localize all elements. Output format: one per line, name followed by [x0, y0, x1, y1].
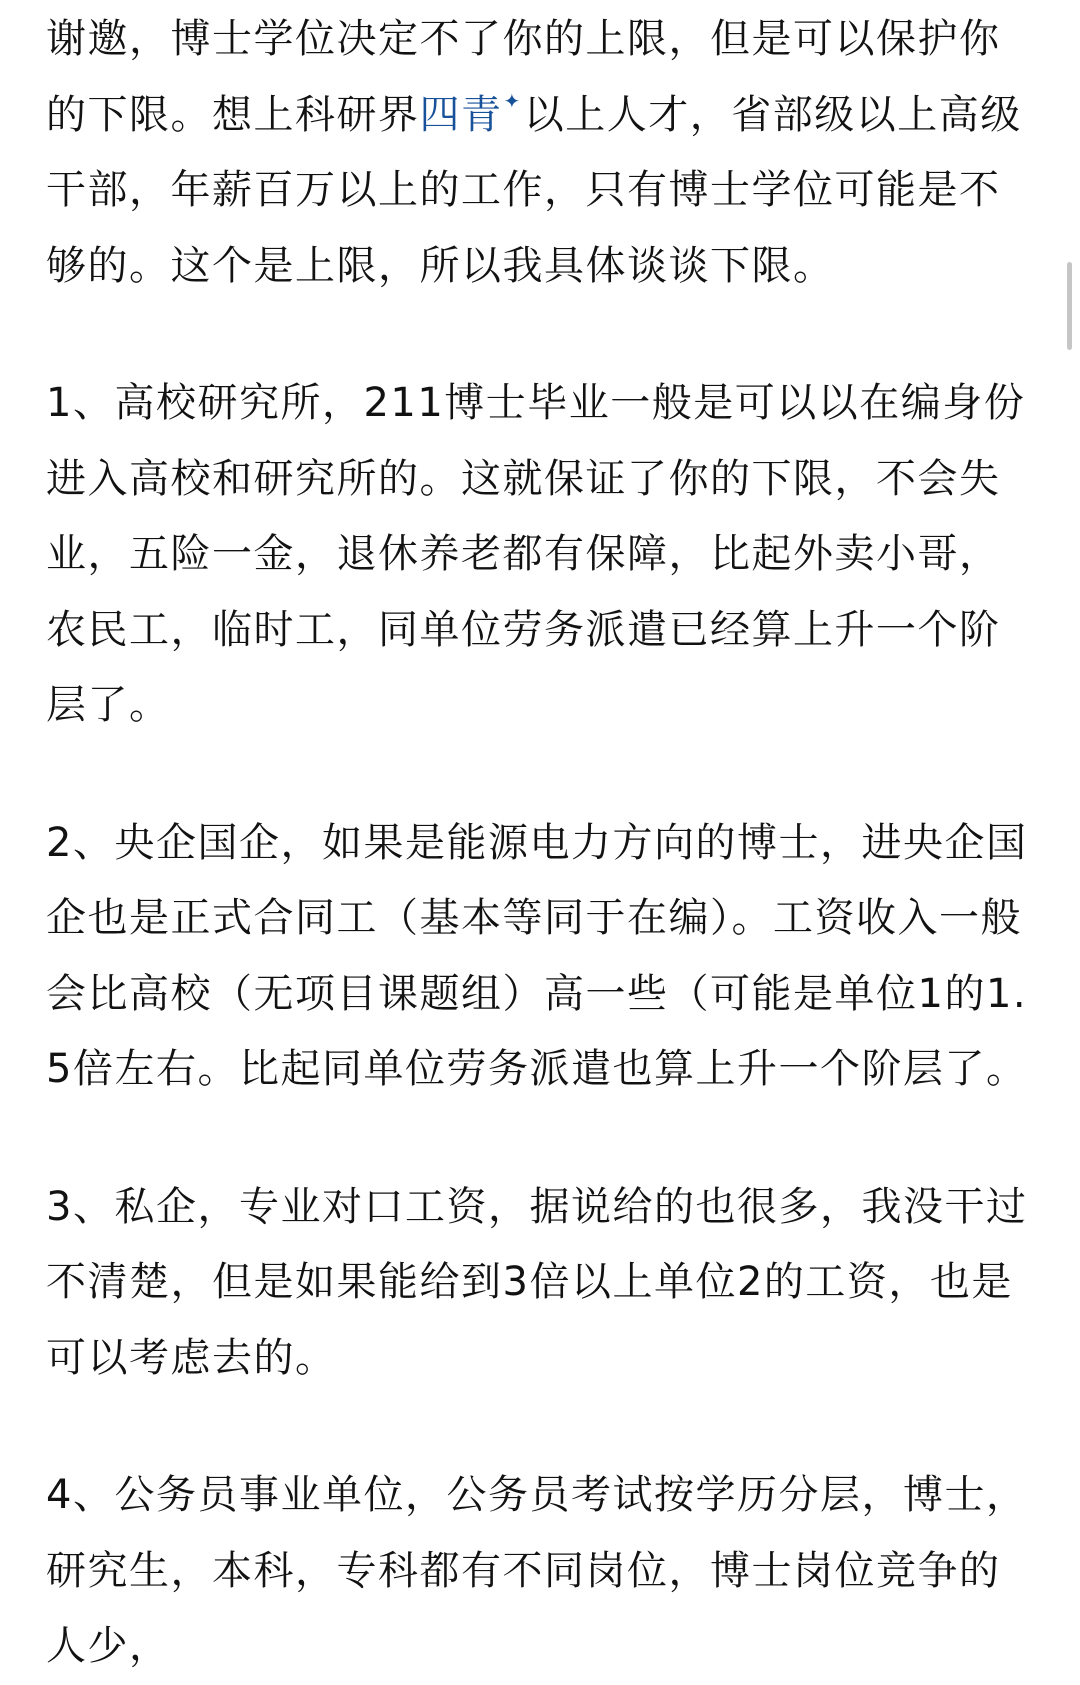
- answer-paragraph-1: [46, 2, 1036, 304]
- paragraph-1-text-before-link: 谢邀，博士学位决定不了你的上限，但是可以保护你的下限。想上科研界: [46, 16, 1001, 138]
- answer-body: [46, 2, 1036, 1685]
- answer-paragraph-5-partial: 4、公务员事业单位，公务员考试按学历分层，博士，研究生，本科，专科都有不同岗位，博士岗位竞争的人少，: [46, 1472, 1028, 1669]
- scrollbar-thumb[interactable]: [1067, 262, 1072, 350]
- spark-icon: ✦: [503, 88, 522, 113]
- paragraph-1-text-after-link: 以上人才，省部级以上高级干部，年薪百万以上的工作，只有博士学位可能是不够的。这个是上限，所以我具体谈谈下限。: [46, 91, 1022, 289]
- answer-paragraph-2: 1、高校研究所，211博士毕业一般是可以以在编身份进入高校和研究所的。这就保证了你的下限，不会失业，五险一金，退休养老都有保障，比起外卖小哥，农民工，临时工，同单位劳务派遣已经算上升一个阶层了。: [46, 380, 1026, 728]
- keyword-link-siqing[interactable]: [419, 88, 524, 138]
- keyword-link-label: 四青: [419, 91, 503, 138]
- answer-paragraph-3: 2、央企国企，如果是能源电力方向的博士，进央企国企也是正式合同工（基本等同于在编）。工资收入一般会比高校（无项目课题组）高一些（可能是单位1的1.5倍左右。比起同单位劳务派遣也算上升一个阶层了。: [46, 819, 1028, 1092]
- answer-paragraph-4: 3、私企，专业对口工资，据说给的也很多，我没干过不清楚，但是如果能给到3倍以上单位2的工资，也是可以考虑去的。: [46, 1183, 1028, 1381]
